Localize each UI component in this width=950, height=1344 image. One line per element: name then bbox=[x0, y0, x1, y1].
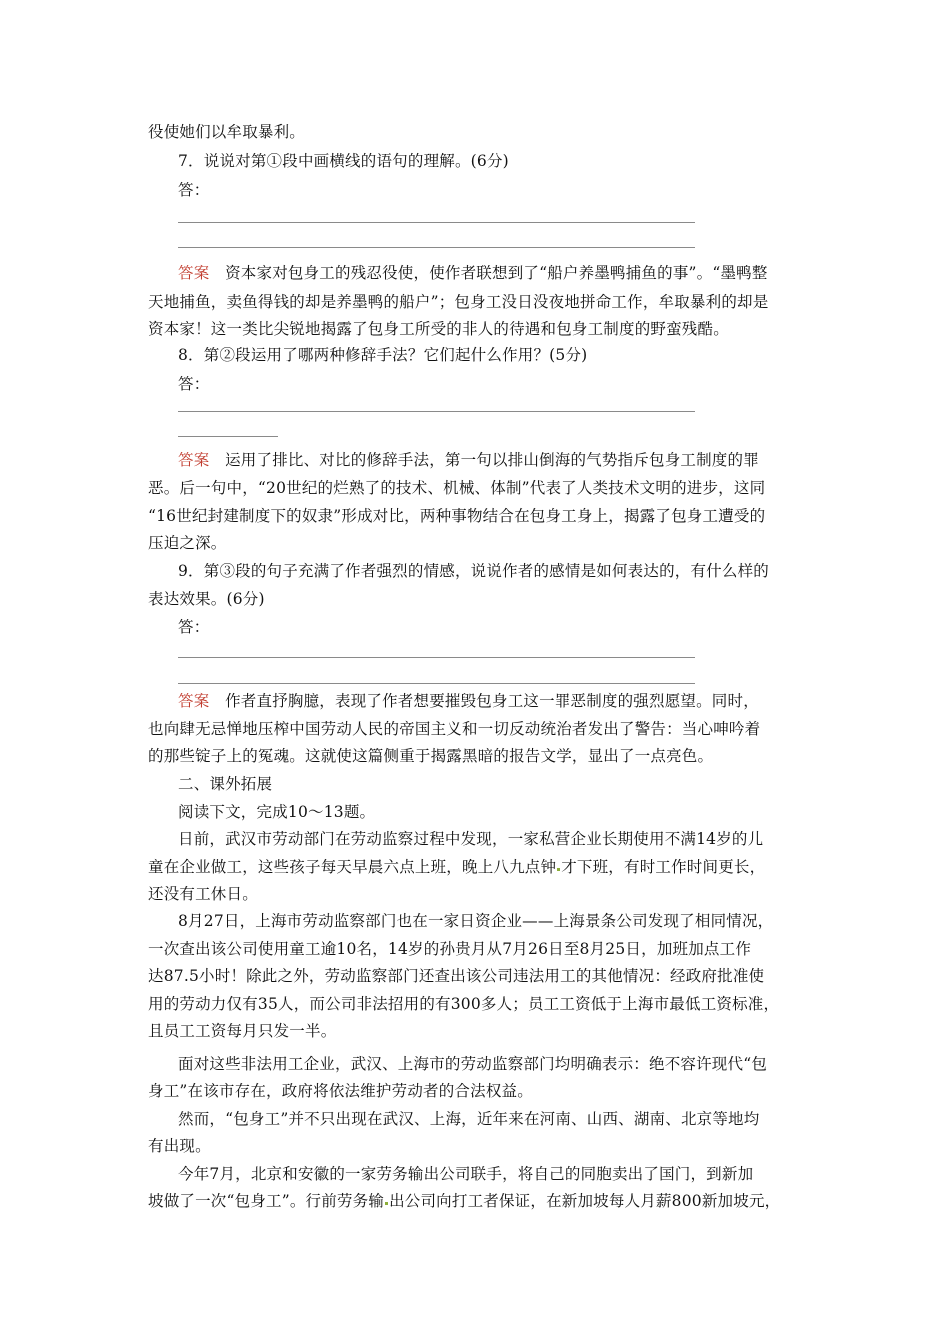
text-line: 也向肆无忌惮地压榨中国劳动人民的帝国主义和一切反动统治者发出了警告：当心呻吟着 bbox=[148, 720, 761, 738]
passage-line: 且员工工资每月只发一半。 bbox=[148, 1022, 337, 1040]
answer-tag: 答案 bbox=[178, 692, 210, 710]
text-line: 资本家！这一类比尖锐地揭露了包身工所受的非人的待遇和包身工制度的野蛮残酷。 bbox=[148, 320, 729, 338]
answer-line: 答案 作者直抒胸臆，表现了作者想要摧毁包身工这一罪恶制度的强烈愿望。同时， bbox=[178, 692, 759, 710]
text-line: 恶。后一句中，“20世纪的烂熟了的技术、机械、体制”代表了人类技术文明的进步，这同 bbox=[148, 479, 766, 497]
text-line: 表达效果。(6分) bbox=[148, 590, 265, 608]
passage-line: 然而，“包身工”并不只出现在武汉、上海，近年来在河南、山西、湖南、北京等地均 bbox=[178, 1110, 760, 1128]
answer-blank-line bbox=[178, 436, 278, 437]
passage-line: 用的劳动力仅有35人，而公司非法招用的有300多人；员工工资低于上海市最低工资标准， bbox=[148, 995, 780, 1013]
passage-line: 面对这些非法用工企业，武汉、上海市的劳动监察部门均明确表示：绝不容许现代“包 bbox=[178, 1055, 768, 1073]
answer-blank-line bbox=[178, 411, 695, 412]
passage-line: 达87.5小时！除此之外，劳动监察部门还查出该公司违法用工的其他情况：经政府批准使 bbox=[148, 967, 765, 985]
answer-prompt: 答： bbox=[178, 375, 210, 393]
passage-line: 日前，武汉市劳动部门在劳动监察过程中发现，一家私营企业长期使用不满14岁的儿 bbox=[178, 830, 764, 848]
answer-line: 答案 资本家对包身工的残忍役使，使作者联想到了“船户养墨鸭捕鱼的事”。“墨鸭整 bbox=[178, 264, 768, 282]
passage-line: 坡做了一次“包身工”。行前劳务输 出公司向打工者保证，在新加坡每人月薪800新加坡元， bbox=[148, 1192, 781, 1210]
answer-prompt: 答： bbox=[178, 618, 210, 636]
section-heading: 二、课外拓展 bbox=[178, 775, 273, 793]
text-line: 役使她们以牟取暴利。 bbox=[148, 123, 306, 141]
text-line: 的那些锭子上的冤魂。这就使这篇侧重于揭露黑暗的报告文学，显出了一点亮色。 bbox=[148, 747, 714, 765]
question-9: 9．第③段的句子充满了作者强烈的情感，说说作者的感情是如何表达的，有什么样的 bbox=[178, 562, 769, 580]
answer-prompt: 答： bbox=[178, 181, 210, 199]
passage-line: 还没有工休日。 bbox=[148, 885, 258, 903]
mark-dot bbox=[385, 1202, 388, 1205]
question-7: 7．说说对第①段中画横线的语句的理解。(6分) bbox=[178, 152, 509, 170]
passage-line: 童在企业做工，这些孩子每天早晨六点上班，晚上八九点钟 才下班，有时工作时间更长， bbox=[148, 858, 766, 876]
mark-dot bbox=[557, 868, 560, 871]
answer-blank-line bbox=[178, 657, 695, 658]
question-8: 8．第②段运用了哪两种修辞手法？它们起什么作用？(5分) bbox=[178, 346, 588, 364]
answer-blank-line bbox=[178, 222, 695, 223]
passage-line: 有出现。 bbox=[148, 1137, 211, 1155]
reading-instruction: 阅读下文，完成10～13题。 bbox=[178, 803, 376, 821]
answer-blank-line bbox=[178, 683, 695, 684]
passage-line: 身工”在该市存在，政府将依法维护劳动者的合法权益。 bbox=[148, 1082, 533, 1100]
passage-line: 今年7月，北京和安徽的一家劳务输出公司联手，将自己的同胞卖出了国门，到新加 bbox=[178, 1165, 754, 1183]
answer-line: 答案 运用了排比、对比的修辞手法，第一句以排山倒海的气势指斥包身工制度的罪 bbox=[178, 451, 759, 469]
answer-blank-line bbox=[178, 247, 695, 248]
passage-line: 8月27日，上海市劳动监察部门也在一家日资企业——上海景条公司发现了相同情况， bbox=[178, 912, 774, 930]
text-line: 天地捕鱼，卖鱼得钱的却是养墨鸭的船户”；包身工没日没夜地拼命工作，牟取暴利的却是 bbox=[148, 293, 769, 311]
text-line: “16世纪封建制度下的奴隶”形成对比，两种事物结合在包身工身上，揭露了包身工遭受的 bbox=[148, 507, 766, 525]
answer-tag: 答案 bbox=[178, 264, 210, 282]
answer-tag: 答案 bbox=[178, 451, 210, 469]
passage-line: 一次查出该公司使用童工逾10名，14岁的孙贵月从7月26日至8月25日，加班加点工作 bbox=[148, 940, 752, 958]
text-line: 压迫之深。 bbox=[148, 534, 227, 552]
